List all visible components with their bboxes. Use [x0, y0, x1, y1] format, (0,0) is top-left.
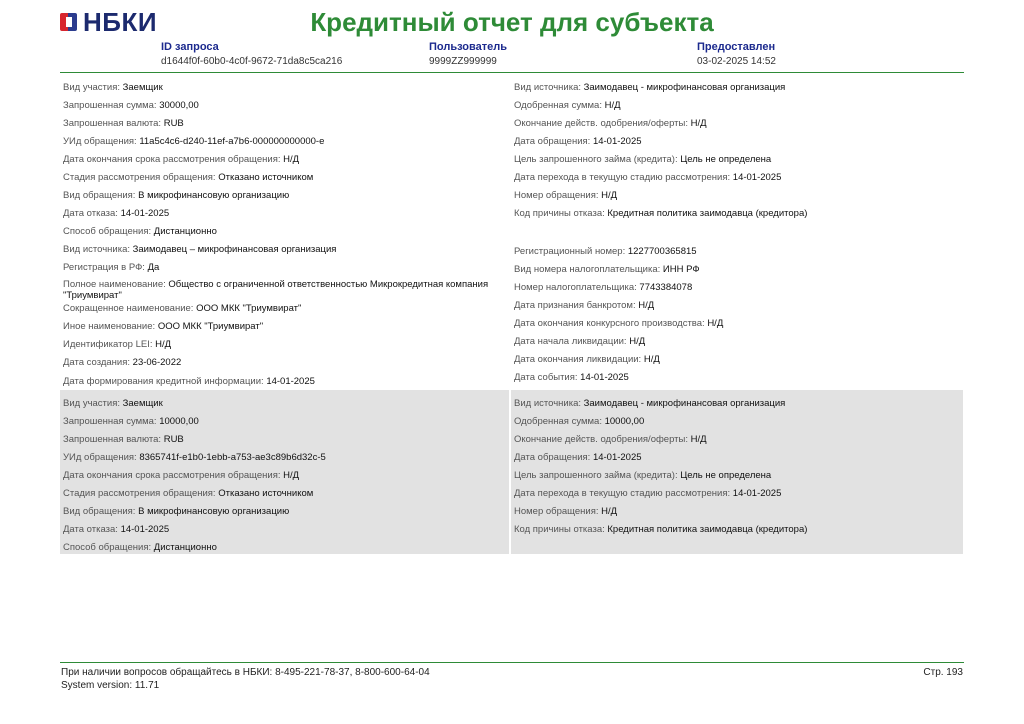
field-value: 14-01-2025 — [120, 208, 170, 219]
field-row — [63, 172, 505, 183]
field-label: Запрошенная валюта: — [63, 434, 162, 445]
field-label: Дата начала ликвидации: — [514, 336, 627, 347]
field-label: Идентификатор LEI: — [63, 339, 153, 350]
field-value: Заемщик — [122, 82, 163, 93]
field-label: Дата отказа: — [63, 524, 118, 535]
field-row — [514, 398, 959, 409]
field-row — [514, 336, 959, 347]
footer-divider — [60, 662, 964, 663]
field-value: Н/Д — [155, 339, 172, 350]
user-label: Пользователь — [429, 41, 508, 53]
field-row — [63, 244, 505, 255]
field-label: Запрошенная сумма: — [63, 100, 157, 111]
field-value: Н/Д — [643, 354, 660, 365]
user-value: 9999ZZ999999 — [429, 56, 497, 67]
field-label: Номер обращения: — [514, 190, 599, 201]
field-value: 30000,00 — [159, 100, 199, 111]
inquiry-block-2-left — [60, 390, 509, 554]
header-divider — [60, 72, 964, 73]
field-label: Дата обращения: — [514, 136, 591, 147]
field-row — [514, 354, 959, 365]
field-value: 10000,00 — [159, 416, 199, 427]
field-value: Дистанционно — [153, 226, 217, 237]
field-label: УИд обращения: — [63, 136, 137, 147]
field-label: Дата перехода в текущую стадию рассмотрения: — [514, 488, 731, 499]
field-label: Сокращенное наименование: — [63, 303, 194, 314]
field-label: Иное наименование: — [63, 321, 156, 332]
field-value: Н/Д — [283, 154, 300, 165]
field-value: RUB — [163, 434, 184, 445]
field-value: ООО МКК "Триумвират" — [157, 321, 264, 332]
inquiry-block-1 — [60, 74, 964, 388]
field-row — [63, 190, 505, 201]
footer-contact: При наличии вопросов обращайтесь в НБКИ: 8-495-221-78-37, 8-800-600-64-04 — [61, 667, 430, 678]
field-value: Кредитная политика заимодавца (кредитора) — [607, 208, 808, 219]
field-label: Дата окончания срока рассмотрения обращения: — [63, 154, 281, 165]
field-value: Общество с ограниченной ответственностью Микрокредитная компания "Триумвират" — [63, 279, 489, 301]
field-row — [514, 524, 959, 535]
field-row — [514, 136, 959, 147]
field-row — [63, 357, 505, 368]
field-value: Заемщик — [122, 398, 163, 409]
field-row — [63, 136, 505, 147]
field-label: Способ обращения: — [63, 226, 152, 237]
provided-value: 03-02-2025 14:52 — [697, 56, 776, 67]
inquiry-block-1-right — [511, 74, 963, 388]
field-label: Вид источника: — [514, 398, 581, 409]
field-label: Регистрационный номер: — [514, 246, 626, 257]
field-value: 14-01-2025 — [592, 452, 642, 463]
field-row — [514, 434, 959, 445]
field-row — [514, 246, 959, 257]
field-row — [514, 82, 959, 93]
page-title: Кредитный отчет для субъекта — [310, 7, 714, 37]
field-label: Вид источника: — [63, 244, 130, 255]
field-row — [63, 339, 505, 350]
field-value: Цель не определена — [680, 470, 772, 481]
field-value: Кредитная политика заимодавца (кредитора) — [607, 524, 808, 535]
field-label: Полное наименование: — [63, 279, 166, 290]
field-row — [63, 398, 505, 409]
field-label: Цель запрошенного займа (кредита): — [514, 470, 678, 481]
field-row — [514, 470, 959, 481]
field-row — [63, 524, 505, 535]
field-value: Да — [147, 262, 160, 273]
request-id-label: ID запроса — [161, 41, 219, 53]
field-value: 14-01-2025 — [732, 172, 782, 183]
field-label: Окончание действ. одобрения/оферты: — [514, 434, 688, 445]
field-row — [63, 118, 505, 129]
field-value: Отказано источником — [218, 172, 314, 183]
field-value: Н/Д — [707, 318, 724, 329]
field-label: Запрошенная сумма: — [63, 416, 157, 427]
provided-label: Предоставлен — [697, 41, 776, 53]
field-value: В микрофинансовую организацию — [138, 506, 290, 517]
field-label: Способ обращения: — [63, 542, 152, 553]
field-value: 23-06-2022 — [132, 357, 182, 368]
field-row — [514, 264, 959, 275]
field-row — [63, 452, 505, 463]
field-value: 14-01-2025 — [580, 372, 629, 383]
field-row — [63, 376, 505, 387]
field-label: Вид участия: — [63, 82, 120, 93]
field-label: Дата окончания ликвидации: — [514, 354, 642, 365]
field-label: Дата создания: — [63, 357, 131, 368]
field-row — [63, 321, 505, 332]
field-value: Н/Д — [690, 118, 707, 129]
field-label: Дата формирования кредитной информации: — [63, 376, 264, 387]
field-row — [514, 452, 959, 463]
field-row — [63, 542, 505, 553]
field-label: Вид источника: — [514, 82, 581, 93]
field-value: Н/Д — [601, 506, 618, 517]
field-row — [514, 190, 959, 201]
footer-version: System version: 11.71 — [61, 680, 160, 691]
field-value: Заимодавец - микрофинансовая организация — [583, 398, 786, 409]
field-row — [514, 208, 959, 219]
field-label: Окончание действ. одобрения/оферты: — [514, 118, 688, 129]
field-label: Вид обращения: — [63, 506, 136, 517]
field-row — [63, 470, 505, 481]
field-label: Дата окончания конкурсного производства: — [514, 318, 705, 329]
field-label: Вид участия: — [63, 398, 120, 409]
field-label: Регистрация в РФ: — [63, 262, 145, 273]
field-row — [514, 282, 959, 293]
field-row — [63, 506, 505, 517]
field-label: УИд обращения: — [63, 452, 137, 463]
field-value: 14-01-2025 — [266, 376, 315, 387]
field-value: 1227700365815 — [627, 246, 697, 257]
field-row — [514, 118, 959, 129]
field-row — [63, 154, 505, 165]
field-label: Номер обращения: — [514, 506, 599, 517]
field-label: Дата обращения: — [514, 452, 591, 463]
field-row — [63, 279, 505, 301]
field-row — [514, 100, 959, 111]
field-value: Н/Д — [283, 470, 300, 481]
field-row — [63, 416, 505, 427]
footer-page-number: Стр. 193 — [923, 667, 963, 678]
field-value: ИНН РФ — [662, 264, 700, 275]
field-value: В микрофинансовую организацию — [138, 190, 290, 201]
request-id-value: d1644f0f-60b0-4c0f-9672-71da8c5ca216 — [161, 56, 343, 67]
field-row — [63, 262, 505, 273]
field-row — [514, 488, 959, 499]
field-label: Дата отказа: — [63, 208, 118, 219]
field-label: Код причины отказа: — [514, 524, 605, 535]
field-row — [63, 226, 505, 237]
field-row — [514, 506, 959, 517]
field-value: 14-01-2025 — [732, 488, 782, 499]
field-label: Одобренная сумма: — [514, 100, 602, 111]
field-label: Стадия рассмотрения обращения: — [63, 488, 216, 499]
field-value: Н/Д — [690, 434, 707, 445]
field-row — [514, 300, 959, 311]
field-row — [63, 208, 505, 219]
field-value: Н/Д — [601, 190, 618, 201]
field-value: 7743384078 — [639, 282, 693, 293]
field-label: Стадия рассмотрения обращения: — [63, 172, 216, 183]
field-row — [514, 416, 959, 427]
field-value: Цель не определена — [680, 154, 772, 165]
field-value: 11a5c4c6-d240-11ef-a7b6-000000000000-e — [139, 136, 325, 147]
field-row — [514, 172, 959, 183]
logo-text: НБКИ — [83, 6, 158, 37]
field-row — [514, 318, 959, 329]
inquiry-block-2-right — [511, 390, 963, 554]
field-value: Заимодавец – микрофинансовая организация — [132, 244, 337, 255]
field-label: Цель запрошенного займа (кредита): — [514, 154, 678, 165]
field-label: Номер налогоплательщика: — [514, 282, 637, 293]
field-row — [63, 434, 505, 445]
field-value: 10000,00 — [604, 416, 645, 427]
field-row — [63, 488, 505, 499]
field-value: Заимодавец - микрофинансовая организация — [583, 82, 786, 93]
field-value: Н/Д — [638, 300, 655, 311]
field-value: 14-01-2025 — [120, 524, 170, 535]
field-value: 14-01-2025 — [592, 136, 642, 147]
field-value: Н/Д — [629, 336, 646, 347]
field-label: Запрошенная валюта: — [63, 118, 162, 129]
field-value: RUB — [163, 118, 184, 129]
field-row — [514, 154, 959, 165]
field-value: Отказано источником — [218, 488, 314, 499]
field-value: Н/Д — [604, 100, 621, 111]
field-label: Дата перехода в текущую стадию рассмотрения: — [514, 172, 731, 183]
field-row — [63, 303, 505, 314]
field-value: ООО МКК "Триумвират" — [196, 303, 302, 314]
field-label: Вид обращения: — [63, 190, 136, 201]
field-label: Дата признания банкротом: — [514, 300, 636, 311]
field-label: Одобренная сумма: — [514, 416, 602, 427]
field-label: Код причины отказа: — [514, 208, 605, 219]
inquiry-block-1-left — [60, 74, 509, 388]
field-value: 8365741f-e1b0-1ebb-a753-ae3c89b6d32c-5 — [139, 452, 326, 463]
field-value: Дистанционно — [153, 542, 217, 553]
field-row — [63, 100, 505, 111]
field-label: Дата окончания срока рассмотрения обращения: — [63, 470, 281, 481]
inquiry-block-2 — [60, 390, 964, 554]
field-row — [514, 372, 959, 383]
field-label: Дата события: — [514, 372, 578, 383]
field-label: Вид номера налогоплательщика: — [514, 264, 661, 275]
field-row — [63, 82, 505, 93]
